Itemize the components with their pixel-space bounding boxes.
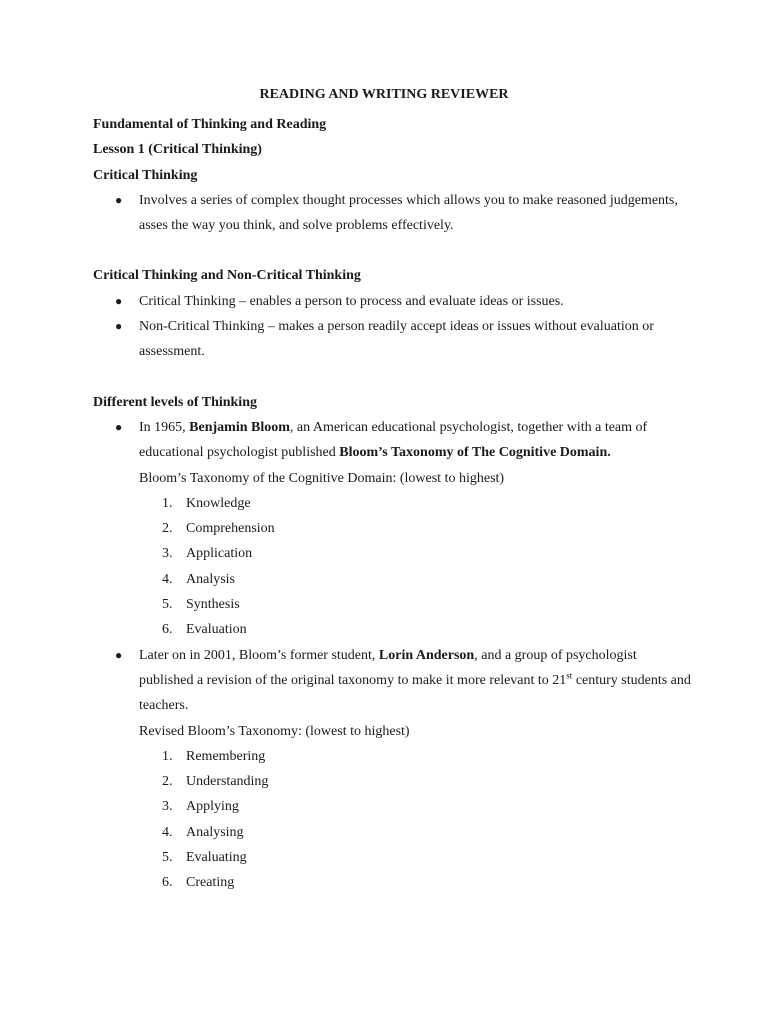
bloom-taxonomy-list: [139, 491, 693, 643]
anderson-name: Lorin Anderson: [378, 647, 475, 663]
heading-critical-thinking: Critical Thinking: [93, 167, 198, 183]
list-item: 6. Evaluation: [162, 622, 247, 638]
bullet-text: Involves a series of complex thought processes which allows you to make reasoned judgements, asses the way you think, and solve problems effectively.: [139, 192, 678, 234]
bullet-icon: ●: [115, 319, 123, 334]
bullet-icon: ●: [115, 419, 123, 434]
heading-fundamental: Fundamental of Thinking and Reading: [93, 117, 327, 132]
bullet-icon: ●: [115, 192, 123, 207]
revised-list-title: Revised Bloom’s Taxonomy: (lowest to highest): [139, 723, 410, 739]
list-item: [93, 415, 693, 643]
list-item: 3. Applying: [162, 799, 239, 815]
list-item: 5. Evaluating: [162, 850, 247, 866]
bullet-text: Non-Critical Thinking – makes a person readily accept ideas or issues without evaluation or assessment.: [139, 319, 654, 360]
list-item: [93, 188, 693, 239]
bloom-list-title: Bloom’s Taxonomy of the Cognitive Domain: (lowest to highest): [139, 470, 505, 486]
list-item: [93, 314, 693, 365]
levels-list: [93, 415, 693, 896]
heading-lesson: Lesson 1 (Critical Thinking): [93, 142, 262, 158]
anderson-paragraph: Later on in 2001, Bloom’s former student, Lorin Anderson, and a group of psychologist published a revision of the original taxonomy to make it more relevant to 21st century students and teachers.: [139, 647, 691, 714]
document-body: [93, 112, 693, 896]
bullet-icon: ●: [115, 647, 123, 662]
list-item: [93, 289, 693, 314]
list-item: 1. Remembering: [162, 748, 266, 764]
revised-taxonomy-list: [139, 744, 693, 896]
heading-critical-vs-noncritical: Critical Thinking and Non-Critical Thinking: [93, 268, 361, 284]
list-item: [93, 643, 693, 896]
list-item: 3. Application: [162, 546, 253, 562]
critical-thinking-list: [93, 188, 693, 239]
bloom-name: Benjamin Bloom: [189, 419, 290, 435]
list-item: 1. Knowledge: [162, 495, 251, 511]
bullet-text: Critical Thinking – enables a person to process and evaluate ideas or issues.: [139, 293, 564, 309]
bloom-work: Bloom’s Taxonomy of The Cognitive Domain.: [339, 445, 611, 461]
bullet-icon: ●: [115, 293, 123, 308]
bloom-paragraph: In 1965, Benjamin Bloom, an American educational psychologist, together with a team of educational psychologist published Bloom’s Taxonomy of The Cognitive Domain.: [139, 419, 648, 461]
list-item: 4. Analysing: [162, 824, 244, 840]
list-item: 5. Synthesis: [162, 597, 240, 613]
critical-vs-noncritical-list: [93, 289, 693, 365]
list-item: 6. Creating: [162, 875, 235, 891]
list-item: 2. Comprehension: [162, 521, 275, 537]
document-title: READING AND WRITING REVIEWER: [259, 87, 509, 102]
list-item: 4. Analysis: [162, 571, 235, 587]
heading-levels-of-thinking: Different levels of Thinking: [93, 394, 257, 410]
list-item: 2. Understanding: [162, 774, 269, 790]
